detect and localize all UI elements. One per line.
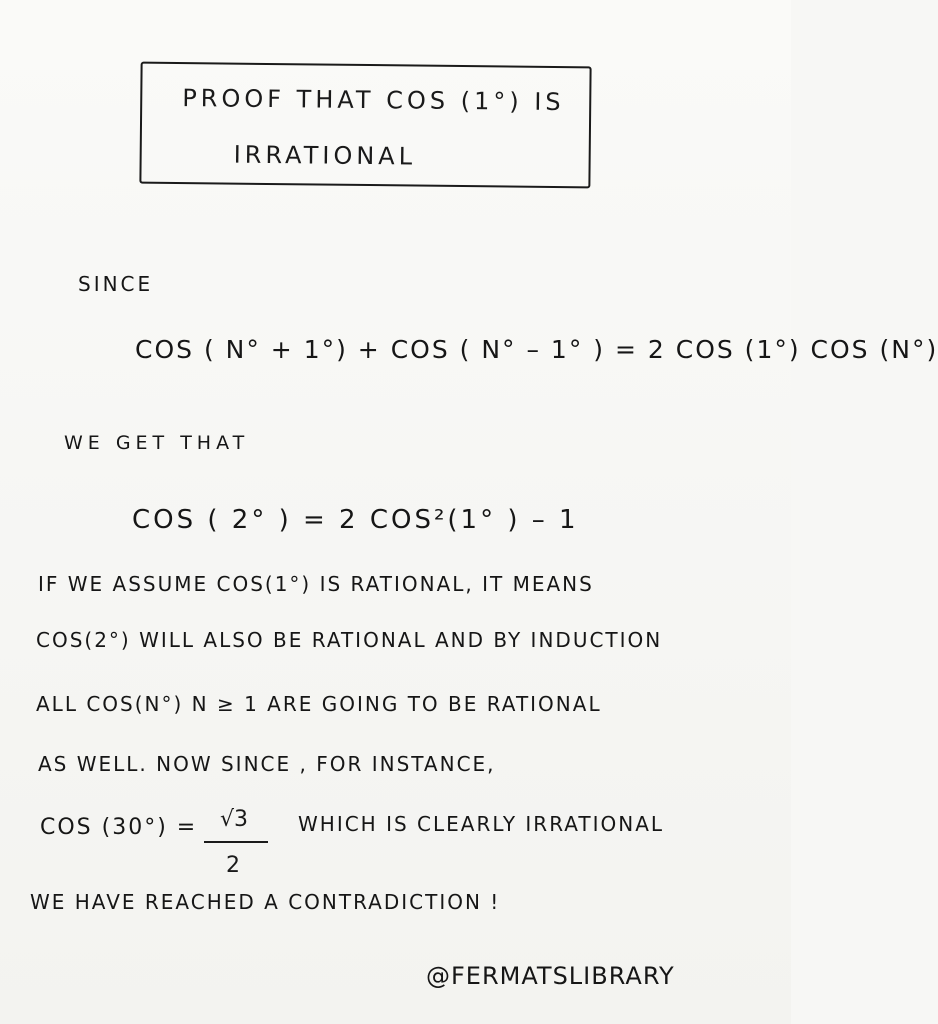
we-get-that-label: WE GET THAT (64, 432, 250, 454)
title-line-1: PROOF THAT COS (1°) IS (182, 84, 565, 117)
which-is-clearly-irrational: WHICH IS CLEARLY IRRATIONAL (298, 812, 665, 836)
paragraph-line-3: ALL COS(N°) N ≥ 1 ARE GOING TO BE RATIONAL (36, 692, 602, 716)
since-label: SINCE (78, 272, 154, 296)
fraction-numerator: √3 (220, 807, 249, 832)
cos30-lhs: COS (30°) = (40, 815, 198, 840)
paragraph-line-2: COS(2°) WILL ALSO BE RATIONAL AND BY INDUCTION (36, 628, 663, 652)
sqrt3-over-2-fraction (204, 803, 268, 887)
title-box (139, 62, 591, 189)
fraction-denominator: 2 (226, 853, 240, 878)
sum-identity-equation: COS ( N° + 1°) + COS ( N° – 1° ) = 2 COS (1°) COS (N°) (135, 335, 938, 364)
paragraph-line-1: IF WE ASSUME COS(1°) IS RATIONAL, IT MEANS (38, 572, 594, 596)
contradiction-line: WE HAVE REACHED A CONTRADICTION ! (30, 890, 501, 914)
fraction-bar (204, 841, 268, 843)
title-line-2: IRRATIONAL (233, 140, 417, 171)
paragraph-line-4: AS WELL. NOW SINCE , FOR INSTANCE, (38, 752, 496, 776)
double-angle-equation: COS ( 2° ) = 2 COS²(1° ) – 1 (132, 505, 579, 535)
signature-handle: @FERMATSLIBRARY (426, 962, 675, 990)
